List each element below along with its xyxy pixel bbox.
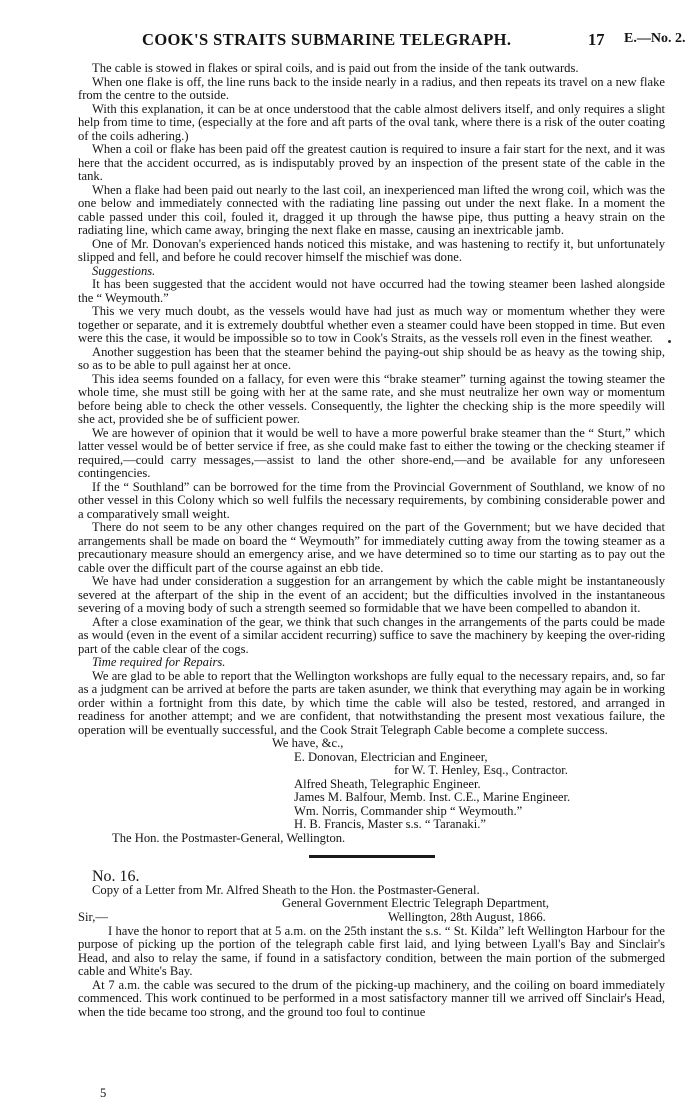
paragraph: At 7 a.m. the cable was secured to the drum of the picking-up machinery, and the coiling on board immediately commenced. This work continued to be performed in a most satisfactory manner till we arrived off Sinclair's Head, when the tide became too strong, and the ground too foul to continue	[78, 977, 665, 1019]
paragraph: It has been suggested that the accident would not have occurred had the towing steamer been lashed alongside the “ Weymouth.”	[78, 277, 665, 305]
paragraph: We are however of opinion that it would be well to have a more powerful brake steamer than the “ Sturt,” which latter vessel would be of better service if free, as she could make fast to either the towing or the checking steamer if required,—could carry messages,—assist to land the other shore-end,—and be available for any unforeseen contingencies.	[78, 425, 665, 480]
letter-department: General Government Electric Telegraph Department,	[282, 896, 550, 910]
signature-donovan-role: for W. T. Henley, Esq., Contractor.	[394, 763, 568, 777]
signature-donovan: E. Donovan, Electrician and Engineer,	[294, 749, 488, 764]
section-divider	[309, 855, 435, 858]
salutation: Sir,—	[78, 909, 108, 924]
paragraph: If the “ Southland” can be borrowed for the time from the Provincial Government of Southland, we know of no other vessel in this Colony which so well fulfils the necessary requirements, by combining considerable power and a comparatively small weight.	[78, 479, 665, 521]
signature-norris: Wm. Norris, Commander ship “ Weymouth.”	[294, 803, 523, 818]
section-heading-repairs: Time required for Repairs.	[92, 655, 226, 669]
document-reference: E.—No. 2.	[624, 31, 686, 46]
paragraph: With this explanation, it can be at once understood that the cable almost delivers itself, and only requires a slight help from time to time, (especially at the fore and aft parts of the oval tank, where there is a risk of the outer coating of the coils adhering.)	[78, 101, 665, 143]
signature-block	[78, 737, 665, 832]
paragraph: There do not seem to be any other changes required on the part of the Government; but we have decided that arrangements shall be made on board the “ Weymouth” for immediately cutting away from the towing steamer as a precautionary measure should an emergency arise, and we have determined so to time our starting as to pay out the cable over the difficult part of the course against an ebb tide.	[78, 520, 665, 575]
signature-closing: We have, &c.,	[272, 736, 344, 750]
signature-mark: 5	[100, 1086, 107, 1100]
letter-date: Wellington, 28th August, 1866.	[388, 909, 546, 924]
paragraph: After a close examination of the gear, we think that such changes in the arrangements of the parts could be made as would (even in the event of a similar accident recurring) suffice to save the machinery by keeping the over-riding part of the cable clear of the cogs.	[78, 614, 665, 656]
page-number: 17	[588, 30, 605, 49]
signature-sheath: Alfred Sheath, Telegraphic Engineer.	[294, 776, 481, 791]
letter-title: Copy of a Letter from Mr. Alfred Sheath to the Hon. the Postmaster-General.	[92, 882, 480, 897]
section-heading-suggestions: Suggestions.	[92, 263, 156, 278]
paragraph: When a flake had been paid out nearly to the last coil, an inexperienced man lifted the wrong coil, which was the one below and immediately connected with the radiating line passing out under the next flake. In a moment the cable passed under this coil, fouled it, dragged it up through the hawse pipe, thus putting a heavy strain on the radiating line, which came away, bringing the next flake en masse, causing an inextricable jamb.	[78, 182, 665, 237]
paragraph: Another suggestion has been that the steamer behind the paying-out ship should be as heavy as the towing ship, so as to be able to pull against her at once.	[78, 344, 665, 372]
paragraph: We are glad to be able to report that the Wellington workshops are fully equal to the necessary repairs, and, so far as a judgment can be arrived at before the parts are taken asunder, we think that everything may again be in working order within a fortnight from this date, by which time the cable will also be tested, restored, and arranged in readiness for another attempt; and we are confident, that notwithstanding the present most vexatious failure, the operation will be eventually successful, and the Cook Strait Telegraph Cable become a complete success.	[78, 668, 665, 737]
document-body	[78, 62, 665, 1019]
paragraph: We have had under consideration a suggestion for an arrangement by which the cable might be instantaneously severed at the afterpart of the ship in the event of an accident; but the difficulties involved in the instantaneous severing of a moving body of such a strength seemed so formidable that we have been compelled to abandon it.	[78, 574, 665, 615]
paragraph: The cable is stowed in flakes or spiral coils, and is paid out from the inside of the tank outwards.	[92, 61, 579, 75]
paragraph: One of Mr. Donovan's experienced hands noticed this mistake, and was hastening to rectify it, but unfortunately slipped and fell, and before he could recover himself the mischief was done.	[78, 236, 665, 264]
paragraph: When a coil or flake has been paid off the greatest caution is required to insure a fair start for the next, and it was here that the accident occurred, as is indisputably proved by an inspection of the present state of the cable in the tank.	[78, 142, 665, 183]
letter-number: No. 16.	[92, 868, 140, 885]
paragraph: This idea seems founded on a fallacy, for even were this “brake steamer” turning against the towing steamer the whole time, she must still be going with her at the same rate, and she must neutralize her own way or momentum before being able to check the other vessels. Consequently, the lighter the checking ship is the more speedily will she act, provided she be of sufficient power.	[78, 371, 665, 426]
addressee: The Hon. the Postmaster-General, Wellington.	[112, 830, 346, 845]
page-header	[78, 30, 690, 52]
paragraph: I have the honor to report that at 5 a.m. on the 25th instant the s.s. “ St. Kilda” left Wellington Harbour for the purpose of picking up the portion of the telegraph cable first laid, and lying between Lyall's Bay and Sinclair's Head, and also to relay the same, if found in a satisfactory condition, between the main portion of the submerged cable and White's Bay.	[78, 923, 665, 978]
signature-balfour: James M. Balfour, Memb. Inst. C.E., Marine Engineer.	[294, 790, 571, 804]
salutation-line	[78, 911, 665, 925]
signature-francis: H. B. Francis, Master s.s. “ Taranaki.”	[294, 817, 486, 831]
paragraph: When one flake is off, the line runs back to the inside nearly in a radius, and then repeats its travel on a new flake from the centre to the outside.	[78, 74, 665, 102]
paragraph: This we very much doubt, as the vessels would have had just as much way or momentum whether they were together or separate, and it is extremely doubtful whether even a steamer could have been stopped in time. But even were this the case, it would be impossible so to tow in Cook's Straits, as the vessels roll even in the finest weather.	[78, 304, 665, 345]
running-title: COOK'S STRAITS SUBMARINE TELEGRAPH.	[142, 30, 512, 49]
print-speck	[668, 340, 671, 343]
